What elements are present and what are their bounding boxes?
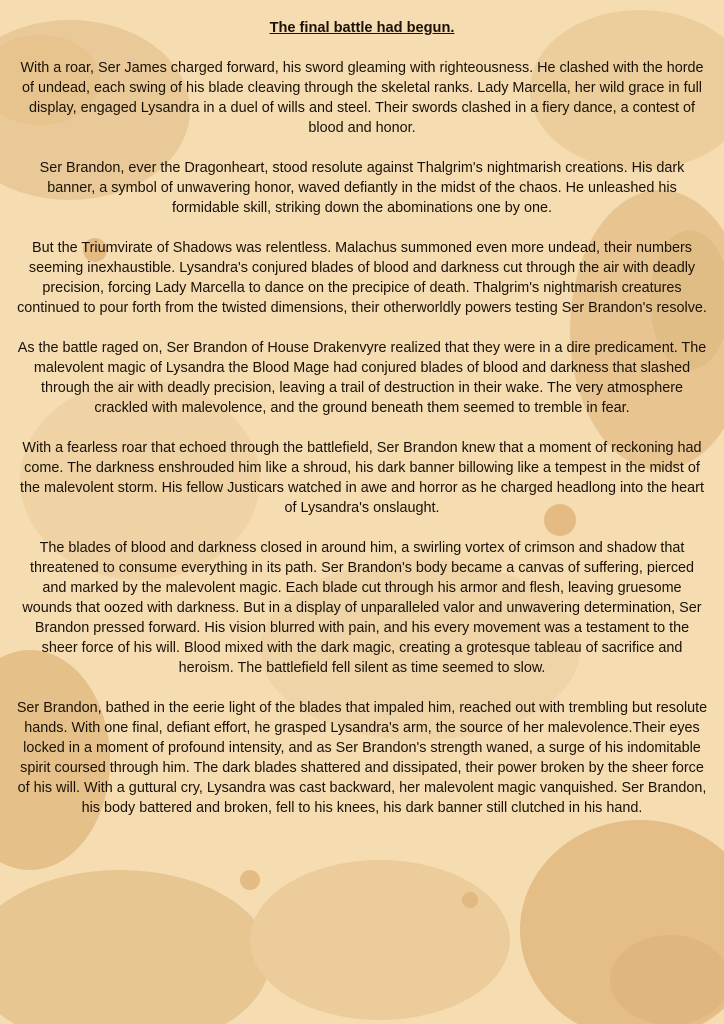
paragraph: As the battle raged on, Ser Brandon of House Drakenvyre realized that they were in a dire predicament. The malevolent magic of Lysandra the Blood Mage had conjured blades of blood and darkness that slashed through the air with deadly precision, leaving a trail of destruction in their wake. The very atmosphere crackled with malevolence, and the ground beneath them seemed to tremble in fear. — [17, 340, 707, 416]
paragraph: Ser Brandon, bathed in the eerie light of the blades that impaled him, reached out with trembling but resolute hands. With one final, defiant effort, he grasped Lysandra's arm, the source of her malevolence.Their eyes locked in a moment of profound intensity, and as Ser Brandon's strength waned, a surge of his indomitable spirit coursed through him. The dark blades shattered and dissipated, their power broken by the sheer force of his will. With a guttural cry, Lysandra was cast backward, her malevolent magic vanquished. Ser Brandon, his body battered and broken, fell to his knees, his dark banner still clutched in his hand. — [16, 700, 708, 816]
paragraph: With a roar, Ser James charged forward, his sword gleaming with righteousness. He clashed with the horde of undead, each swing of his blade cleaving through the skeletal ranks. Lady Marcella, her wild grace in full display, engaged Lysandra in a duel of wills and steel. Their swords clashed in a fiery dance, a contest of blood and honor. — [20, 60, 704, 136]
paragraph: The blades of blood and darkness closed in around him, a swirling vortex of crimson and shadow that threatened to consume everything in its path. Ser Brandon's body became a canvas of suffering, pierced and marked by the malevolent magic. Each blade cut through his armor and flesh, leaving gruesome wounds that oozed with darkness. But in a display of unparalleled valor and unwavering determination, Ser Brandon pressed forward. His vision blurred with pain, and his every movement was a testament to the sheer force of his will. Blood mixed with the dark magic, creating a grotesque tableau of sacrifice and heroism. The battlefield fell silent as time seemed to slow. — [22, 540, 702, 676]
page-title: The final battle had begun. — [269, 20, 455, 36]
paragraph: With a fearless roar that echoed through the battlefield, Ser Brandon knew that a moment of reckoning had come. The darkness enshrouded him like a shroud, his dark banner billowing like a tempest in the midst of the malevolent storm. His fellow Justicars watched in awe and horror as he charged headlong into the heart of Lysandra's onslaught. — [20, 440, 704, 516]
paragraph: But the Triumvirate of Shadows was relentless. Malachus summoned even more undead, their numbers seeming inexhaustible. Lysandra's conjured blades of blood and darkness cut through the air with deadly precision, forcing Lady Marcella to dance on the precipice of death. Thalgrim's nightmarish creatures continued to pour forth from the twisted dimensions, their otherworldly powers testing Ser Brandon's resolve. — [17, 240, 707, 316]
paragraph: Ser Brandon, ever the Dragonheart, stood resolute against Thalgrim's nightmarish creations. His dark banner, a symbol of unwavering honor, waved defiantly in the midst of the chaos. He unleashed his formidable skill, striking down the abominations one by one. — [39, 160, 685, 216]
